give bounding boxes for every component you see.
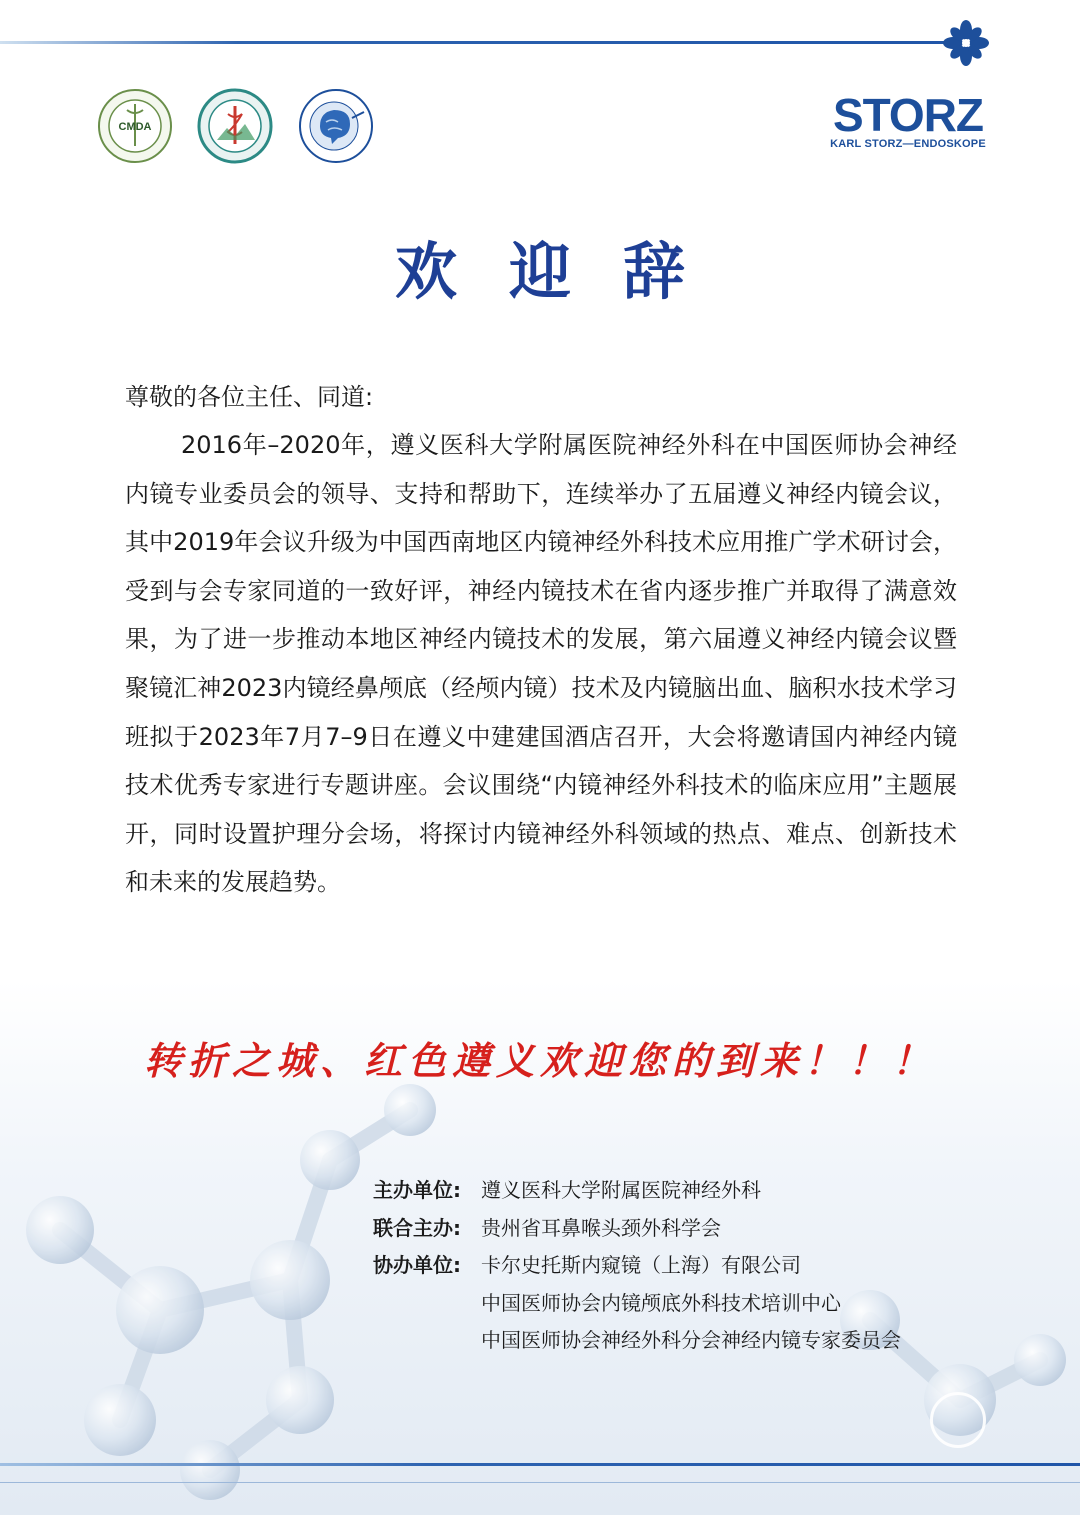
support-row <box>373 1247 901 1360</box>
host-name: 遵义医科大学附属医院神经外科 <box>481 1178 761 1202</box>
cmda-logo-text: CMDA <box>118 121 152 133</box>
page-title: 欢迎辞 <box>394 235 737 308</box>
cmda-logo <box>97 88 173 164</box>
storz-brand-logo <box>828 89 988 150</box>
support-org: 中国医师协会内镜颅底外科技术培训中心 <box>481 1290 841 1315</box>
host-label: 主办单位: <box>373 1178 461 1202</box>
welcome-slogan: 转折之城、红色遵义欢迎您的到来！！！ <box>143 1038 936 1083</box>
support-org: 卡尔史托斯内窥镜（上海）有限公司 <box>481 1253 801 1277</box>
support-org: 中国医师协会神经外科分会神经内镜专家委员会 <box>481 1328 901 1352</box>
support-label: 协办单位: <box>373 1253 461 1277</box>
bottom-divider-thin <box>0 1482 1080 1483</box>
letter-body: 2016年–2020年，遵义医科大学附属医院神经外科在中国医师协会神经内镜专业委员会的领导、支持和帮助下，连续举办了五届遵义神经内镜会议，其中2019年会议升级为中国西南地区内镜神经外科技术应用推广学术研讨会，受到与会专家同道的一致好评，神经内镜技术在省内逐步推广并取得了满意效果，为了进一步推动本地区神经内镜技术的发展，第六届遵义神经内镜会议暨聚镜汇神2023内镜经鼻颅底（经颅内镜）技术及内镜脑出血、脑积水技术学习班拟于2023年7月7–9日在遵义中建建国酒店召开，大会将邀请国内神经内镜技术优秀专家进行专题讲座。会议围绕“内镜神经外科技术的临床应用”主题展开，同时设置护理分会场，将探讨内镜神经外科领域的热点、难点、创新技术和未来的发展趋势。 <box>125 431 957 897</box>
cohost-label: 联合主办: <box>373 1215 461 1240</box>
organizers-block <box>373 1172 901 1360</box>
bottom-divider <box>0 1463 1080 1466</box>
storz-name: STORZ <box>832 89 984 141</box>
salutation: 尊敬的各位主任、同道: <box>125 383 374 411</box>
top-divider <box>0 41 950 44</box>
storz-subtitle: KARL STORZ—ENDOSKOPE <box>830 138 986 150</box>
neuroendoscopy-logo <box>298 88 374 164</box>
medical-association-logo <box>197 88 273 164</box>
cohost-row <box>373 1210 901 1248</box>
flower-icon <box>942 19 990 67</box>
cohost-name: 贵州省耳鼻喉头颈外科学会 <box>481 1215 721 1240</box>
host-row <box>373 1172 901 1210</box>
watermark-circle <box>930 1392 986 1448</box>
